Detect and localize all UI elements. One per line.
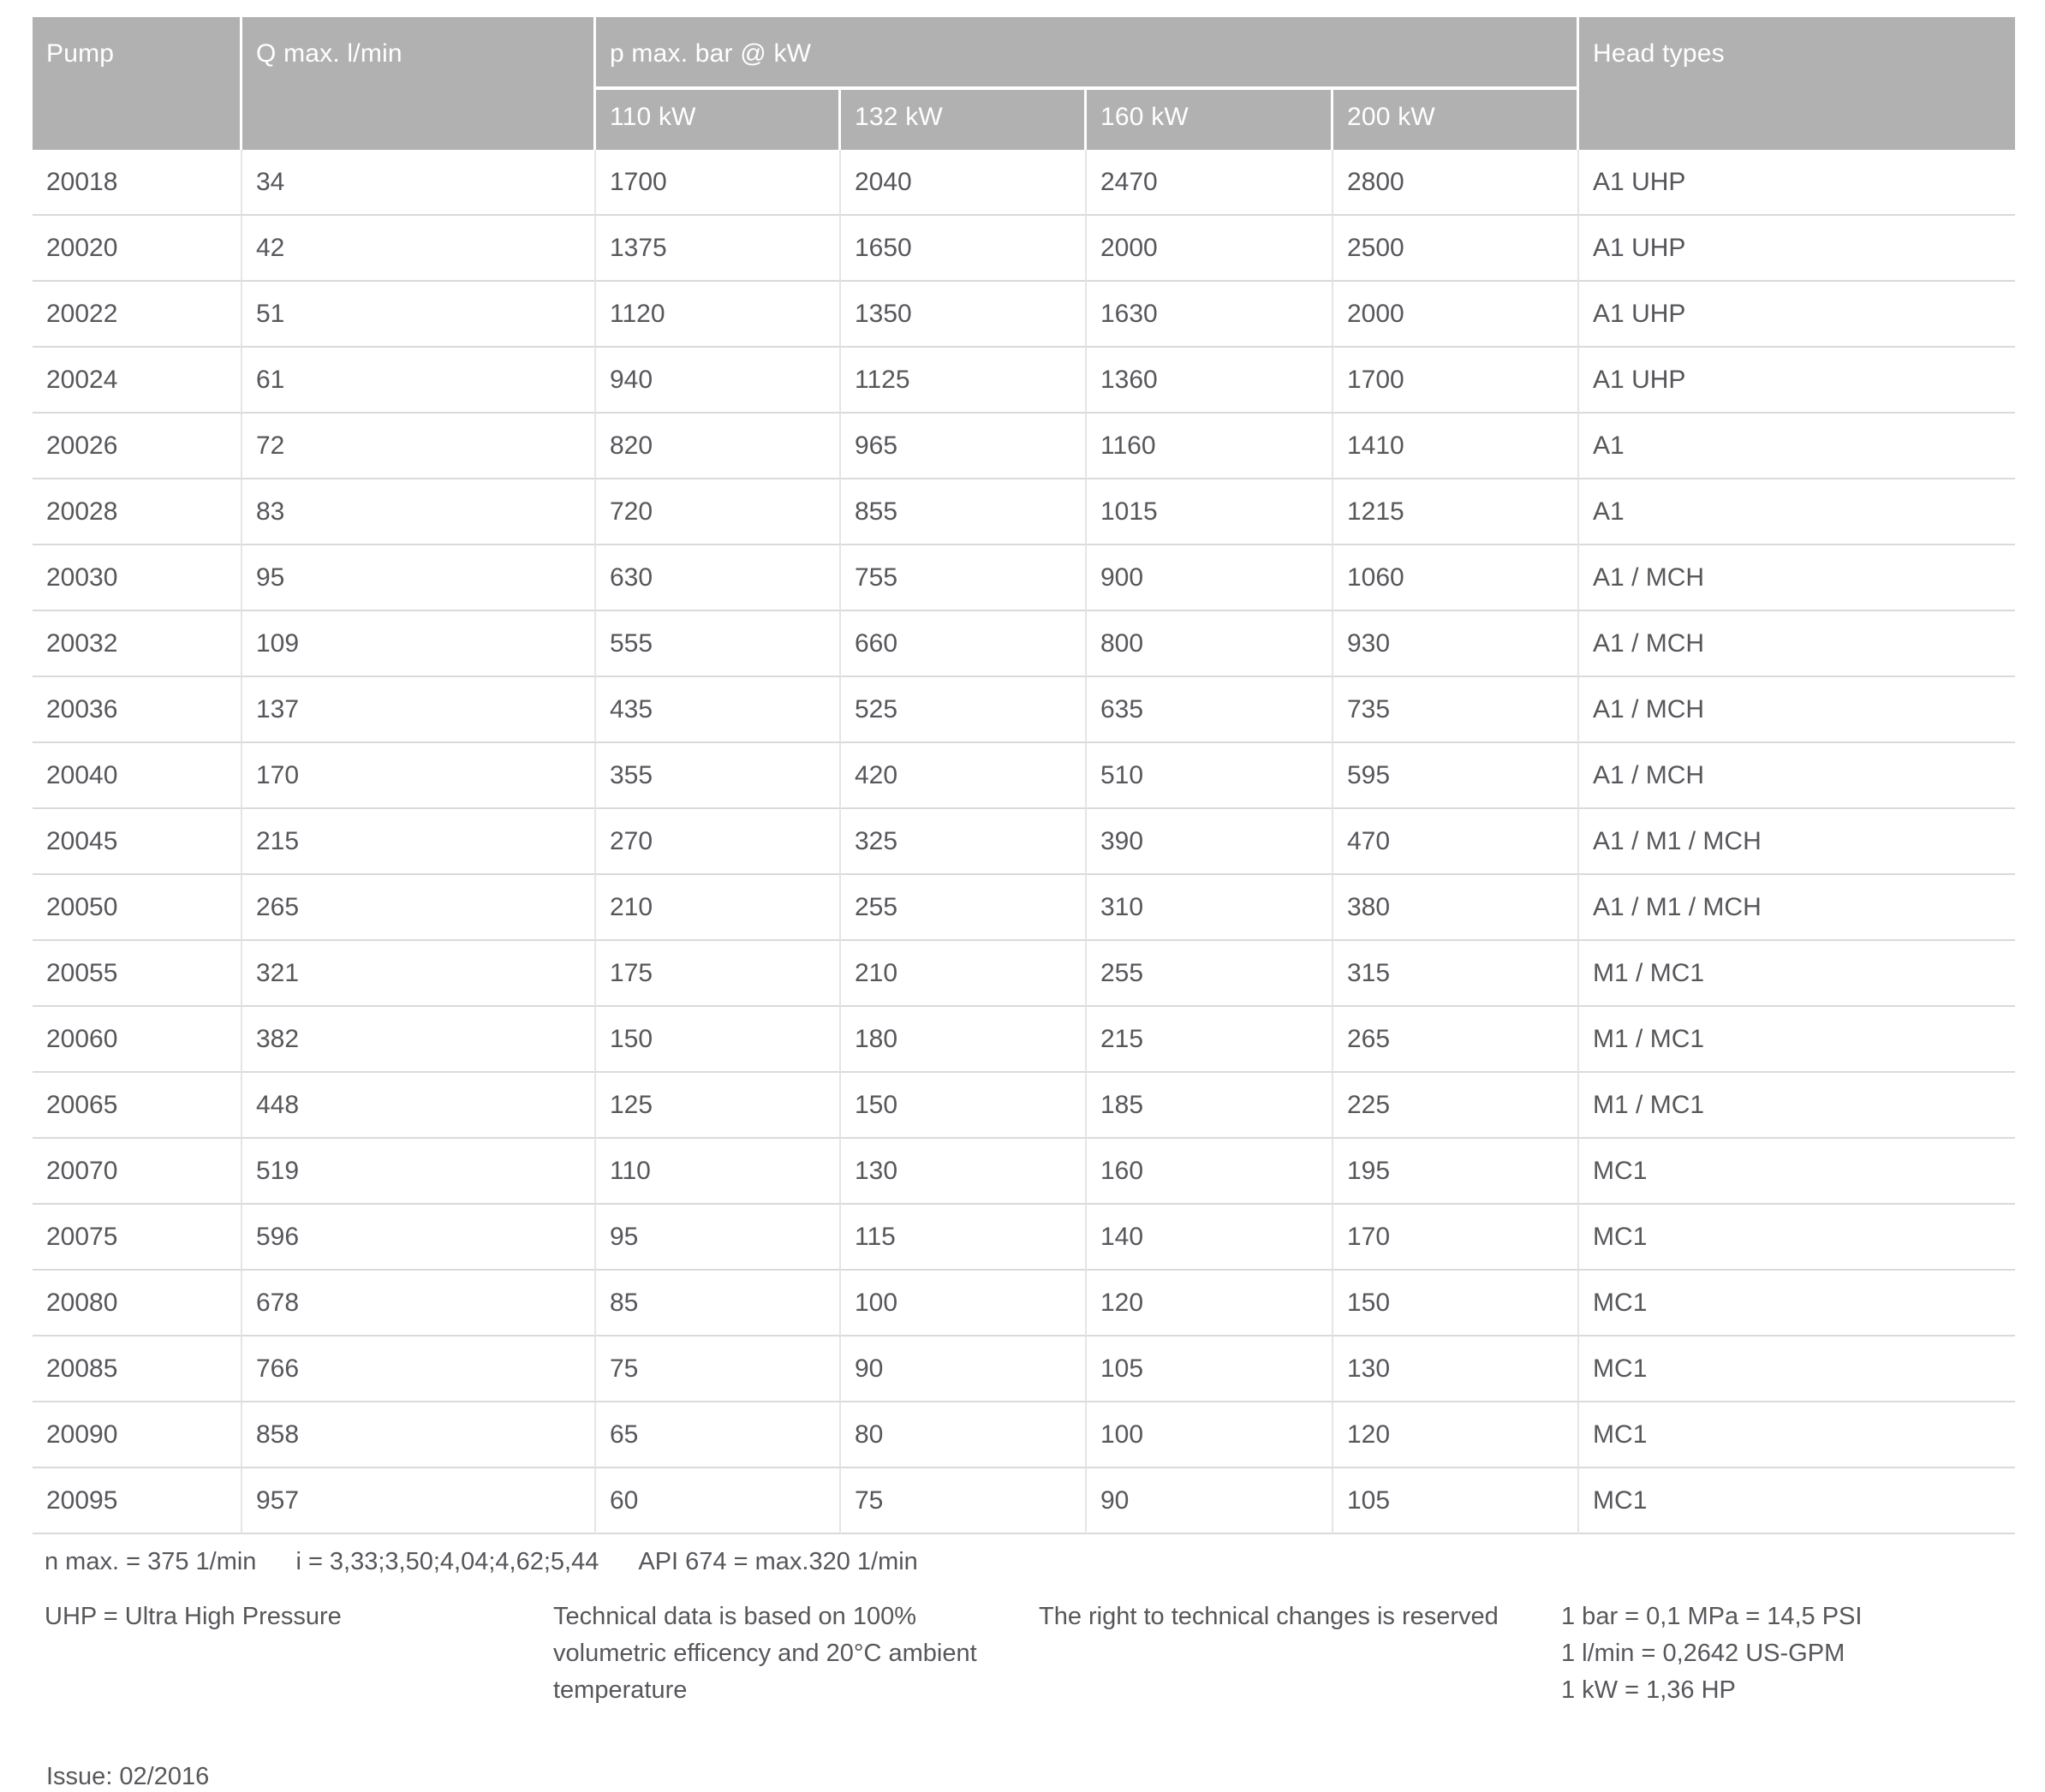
header-head-types: Head types xyxy=(1579,17,2015,150)
table-row xyxy=(33,809,2015,875)
cell-132kw: 660 xyxy=(841,611,1087,677)
cell-pump: 20040 xyxy=(33,743,242,809)
cell-110kw: 60 xyxy=(596,1468,841,1534)
cell-160kw: 510 xyxy=(1087,743,1333,809)
issue-label: Issue: 02/2016 xyxy=(46,1763,210,1790)
cell-132kw: 965 xyxy=(841,414,1087,479)
cell-160kw: 390 xyxy=(1087,809,1333,875)
cell-qmax: 596 xyxy=(242,1205,596,1271)
table-row xyxy=(33,677,2015,743)
table-row xyxy=(33,348,2015,414)
cell-pump: 20065 xyxy=(33,1073,242,1139)
cell-200kw: 1060 xyxy=(1333,545,1579,611)
cell-head-types: MC1 xyxy=(1579,1402,2015,1468)
table-row xyxy=(33,479,2015,545)
cell-110kw: 820 xyxy=(596,414,841,479)
cell-132kw: 115 xyxy=(841,1205,1087,1271)
cell-pump: 20090 xyxy=(33,1402,242,1468)
cell-head-types: M1 / MC1 xyxy=(1579,1007,2015,1073)
cell-132kw: 80 xyxy=(841,1402,1087,1468)
header-160kw: 160 kW xyxy=(1087,90,1333,150)
cell-pump: 20075 xyxy=(33,1205,242,1271)
cell-132kw: 90 xyxy=(841,1337,1087,1402)
cell-132kw: 150 xyxy=(841,1073,1087,1139)
table-row xyxy=(33,1139,2015,1205)
cell-200kw: 265 xyxy=(1333,1007,1579,1073)
table-row xyxy=(33,1468,2015,1534)
cell-head-types: A1 / MCH xyxy=(1579,677,2015,743)
table-body xyxy=(33,150,2015,1534)
cell-pump: 20030 xyxy=(33,545,242,611)
cell-head-types: MC1 xyxy=(1579,1139,2015,1205)
table-row xyxy=(33,941,2015,1007)
cell-pump: 20024 xyxy=(33,348,242,414)
cell-qmax: 83 xyxy=(242,479,596,545)
cell-132kw: 325 xyxy=(841,809,1087,875)
cell-200kw: 735 xyxy=(1333,677,1579,743)
cell-132kw: 855 xyxy=(841,479,1087,545)
header-110kw: 110 kW xyxy=(596,90,841,150)
cell-200kw: 315 xyxy=(1333,941,1579,1007)
table-row xyxy=(33,216,2015,282)
cell-pump: 20070 xyxy=(33,1139,242,1205)
note-technical-basis: Technical data is based on 100% volumetric efficency and 20°C ambient temperature xyxy=(553,1603,977,1704)
cell-qmax: 137 xyxy=(242,677,596,743)
cell-160kw: 100 xyxy=(1087,1402,1333,1468)
note-api674: API 674 = max.320 1/min xyxy=(638,1548,918,1575)
cell-110kw: 1375 xyxy=(596,216,841,282)
cell-110kw: 1700 xyxy=(596,150,841,216)
note-unit-conversions xyxy=(1561,1599,1862,1709)
cell-132kw: 255 xyxy=(841,875,1087,941)
note-uhp-definition: UHP = Ultra High Pressure xyxy=(45,1603,342,1630)
cell-160kw: 1360 xyxy=(1087,348,1333,414)
cell-160kw: 2470 xyxy=(1087,150,1333,216)
pump-data-table xyxy=(33,17,2015,1534)
cell-160kw: 635 xyxy=(1087,677,1333,743)
cell-200kw: 380 xyxy=(1333,875,1579,941)
cell-110kw: 65 xyxy=(596,1402,841,1468)
cell-200kw: 470 xyxy=(1333,809,1579,875)
cell-132kw: 75 xyxy=(841,1468,1087,1534)
cell-pump: 20080 xyxy=(33,1271,242,1337)
cell-110kw: 720 xyxy=(596,479,841,545)
cell-qmax: 95 xyxy=(242,545,596,611)
cell-pump: 20020 xyxy=(33,216,242,282)
cell-200kw: 1410 xyxy=(1333,414,1579,479)
cell-200kw: 2500 xyxy=(1333,216,1579,282)
cell-qmax: 678 xyxy=(242,1271,596,1337)
cell-head-types: A1 xyxy=(1579,414,2015,479)
cell-qmax: 170 xyxy=(242,743,596,809)
cell-160kw: 120 xyxy=(1087,1271,1333,1337)
cell-160kw: 900 xyxy=(1087,545,1333,611)
cell-qmax: 215 xyxy=(242,809,596,875)
cell-132kw: 755 xyxy=(841,545,1087,611)
cell-200kw: 150 xyxy=(1333,1271,1579,1337)
cell-160kw: 140 xyxy=(1087,1205,1333,1271)
cell-head-types: A1 / MCH xyxy=(1579,743,2015,809)
note-rights-reserved: The right to technical changes is reserved xyxy=(1039,1603,1499,1630)
cell-200kw: 225 xyxy=(1333,1073,1579,1139)
table-row xyxy=(33,1337,2015,1402)
cell-110kw: 175 xyxy=(596,941,841,1007)
cell-pump: 20018 xyxy=(33,150,242,216)
cell-160kw: 1630 xyxy=(1087,282,1333,348)
cell-pump: 20022 xyxy=(33,282,242,348)
cell-head-types: A1 / M1 / MCH xyxy=(1579,875,2015,941)
cell-110kw: 95 xyxy=(596,1205,841,1271)
cell-pump: 20036 xyxy=(33,677,242,743)
table-row xyxy=(33,1271,2015,1337)
cell-200kw: 1700 xyxy=(1333,348,1579,414)
cell-160kw: 215 xyxy=(1087,1007,1333,1073)
cell-head-types: A1 / MCH xyxy=(1579,545,2015,611)
cell-132kw: 180 xyxy=(841,1007,1087,1073)
cell-200kw: 120 xyxy=(1333,1402,1579,1468)
cell-110kw: 355 xyxy=(596,743,841,809)
cell-132kw: 2040 xyxy=(841,150,1087,216)
cell-qmax: 321 xyxy=(242,941,596,1007)
cell-110kw: 75 xyxy=(596,1337,841,1402)
cell-200kw: 130 xyxy=(1333,1337,1579,1402)
conversion-bar: 1 bar = 0,1 MPa = 14,5 PSI xyxy=(1561,1603,1863,1630)
table-row xyxy=(33,1007,2015,1073)
cell-110kw: 150 xyxy=(596,1007,841,1073)
cell-qmax: 957 xyxy=(242,1468,596,1534)
cell-110kw: 630 xyxy=(596,545,841,611)
table-row xyxy=(33,545,2015,611)
cell-160kw: 800 xyxy=(1087,611,1333,677)
conversion-lmin: 1 l/min = 0,2642 US-GPM xyxy=(1561,1640,1845,1667)
cell-200kw: 1215 xyxy=(1333,479,1579,545)
cell-200kw: 930 xyxy=(1333,611,1579,677)
cell-110kw: 85 xyxy=(596,1271,841,1337)
cell-qmax: 858 xyxy=(242,1402,596,1468)
cell-pump: 20095 xyxy=(33,1468,242,1534)
cell-132kw: 130 xyxy=(841,1139,1087,1205)
cell-pump: 20028 xyxy=(33,479,242,545)
cell-qmax: 61 xyxy=(242,348,596,414)
cell-200kw: 170 xyxy=(1333,1205,1579,1271)
cell-pump: 20055 xyxy=(33,941,242,1007)
cell-qmax: 34 xyxy=(242,150,596,216)
cell-110kw: 110 xyxy=(596,1139,841,1205)
conversion-kw: 1 kW = 1,36 HP xyxy=(1561,1676,1736,1704)
table-row xyxy=(33,150,2015,216)
footnotes-block xyxy=(33,1599,2015,1729)
cell-head-types: MC1 xyxy=(1579,1468,2015,1534)
cell-head-types: M1 / MC1 xyxy=(1579,1073,2015,1139)
cell-110kw: 940 xyxy=(596,348,841,414)
cell-110kw: 270 xyxy=(596,809,841,875)
cell-pump: 20045 xyxy=(33,809,242,875)
cell-qmax: 382 xyxy=(242,1007,596,1073)
cell-qmax: 519 xyxy=(242,1139,596,1205)
speed-notes-line xyxy=(45,1548,2015,1576)
cell-132kw: 525 xyxy=(841,677,1087,743)
cell-qmax: 51 xyxy=(242,282,596,348)
table-row xyxy=(33,414,2015,479)
cell-132kw: 210 xyxy=(841,941,1087,1007)
cell-132kw: 1650 xyxy=(841,216,1087,282)
cell-head-types: A1 UHP xyxy=(1579,282,2015,348)
cell-200kw: 2000 xyxy=(1333,282,1579,348)
cell-160kw: 105 xyxy=(1087,1337,1333,1402)
cell-160kw: 90 xyxy=(1087,1468,1333,1534)
cell-160kw: 1015 xyxy=(1087,479,1333,545)
cell-qmax: 109 xyxy=(242,611,596,677)
cell-132kw: 420 xyxy=(841,743,1087,809)
cell-head-types: MC1 xyxy=(1579,1337,2015,1402)
cell-head-types: A1 xyxy=(1579,479,2015,545)
cell-160kw: 255 xyxy=(1087,941,1333,1007)
cell-head-types: A1 UHP xyxy=(1579,150,2015,216)
cell-qmax: 766 xyxy=(242,1337,596,1402)
cell-110kw: 125 xyxy=(596,1073,841,1139)
cell-200kw: 195 xyxy=(1333,1139,1579,1205)
cell-head-types: A1 / MCH xyxy=(1579,611,2015,677)
cell-110kw: 210 xyxy=(596,875,841,941)
cell-110kw: 1120 xyxy=(596,282,841,348)
table-row xyxy=(33,1073,2015,1139)
cell-head-types: A1 / M1 / MCH xyxy=(1579,809,2015,875)
cell-160kw: 160 xyxy=(1087,1139,1333,1205)
cell-head-types: MC1 xyxy=(1579,1271,2015,1337)
cell-pump: 20050 xyxy=(33,875,242,941)
cell-160kw: 185 xyxy=(1087,1073,1333,1139)
note-ratio-i: i = 3,33;3,50;4,04;4,62;5,44 xyxy=(295,1548,599,1575)
cell-qmax: 448 xyxy=(242,1073,596,1139)
cell-132kw: 100 xyxy=(841,1271,1087,1337)
note-n-max: n max. = 375 1/min xyxy=(45,1548,257,1575)
cell-200kw: 2800 xyxy=(1333,150,1579,216)
header-200kw: 200 kW xyxy=(1333,90,1579,150)
header-qmax: Q max. l/min xyxy=(242,17,596,150)
header-pmax-group: p max. bar @ kW xyxy=(596,17,1579,90)
cell-160kw: 2000 xyxy=(1087,216,1333,282)
cell-pump: 20060 xyxy=(33,1007,242,1073)
cell-qmax: 72 xyxy=(242,414,596,479)
cell-head-types: M1 / MC1 xyxy=(1579,941,2015,1007)
cell-head-types: A1 UHP xyxy=(1579,348,2015,414)
cell-pump: 20085 xyxy=(33,1337,242,1402)
table-row xyxy=(33,1402,2015,1468)
cell-110kw: 555 xyxy=(596,611,841,677)
table-row xyxy=(33,1205,2015,1271)
cell-110kw: 435 xyxy=(596,677,841,743)
cell-head-types: MC1 xyxy=(1579,1205,2015,1271)
cell-132kw: 1350 xyxy=(841,282,1087,348)
cell-160kw: 310 xyxy=(1087,875,1333,941)
table-row xyxy=(33,282,2015,348)
header-132kw: 132 kW xyxy=(841,90,1087,150)
cell-200kw: 595 xyxy=(1333,743,1579,809)
cell-200kw: 105 xyxy=(1333,1468,1579,1534)
table-header xyxy=(33,17,2015,150)
cell-qmax: 42 xyxy=(242,216,596,282)
cell-head-types: A1 UHP xyxy=(1579,216,2015,282)
table-row xyxy=(33,875,2015,941)
table-row xyxy=(33,743,2015,809)
cell-pump: 20026 xyxy=(33,414,242,479)
cell-pump: 20032 xyxy=(33,611,242,677)
cell-qmax: 265 xyxy=(242,875,596,941)
cell-132kw: 1125 xyxy=(841,348,1087,414)
table-row xyxy=(33,611,2015,677)
header-pump: Pump xyxy=(33,17,242,150)
cell-160kw: 1160 xyxy=(1087,414,1333,479)
